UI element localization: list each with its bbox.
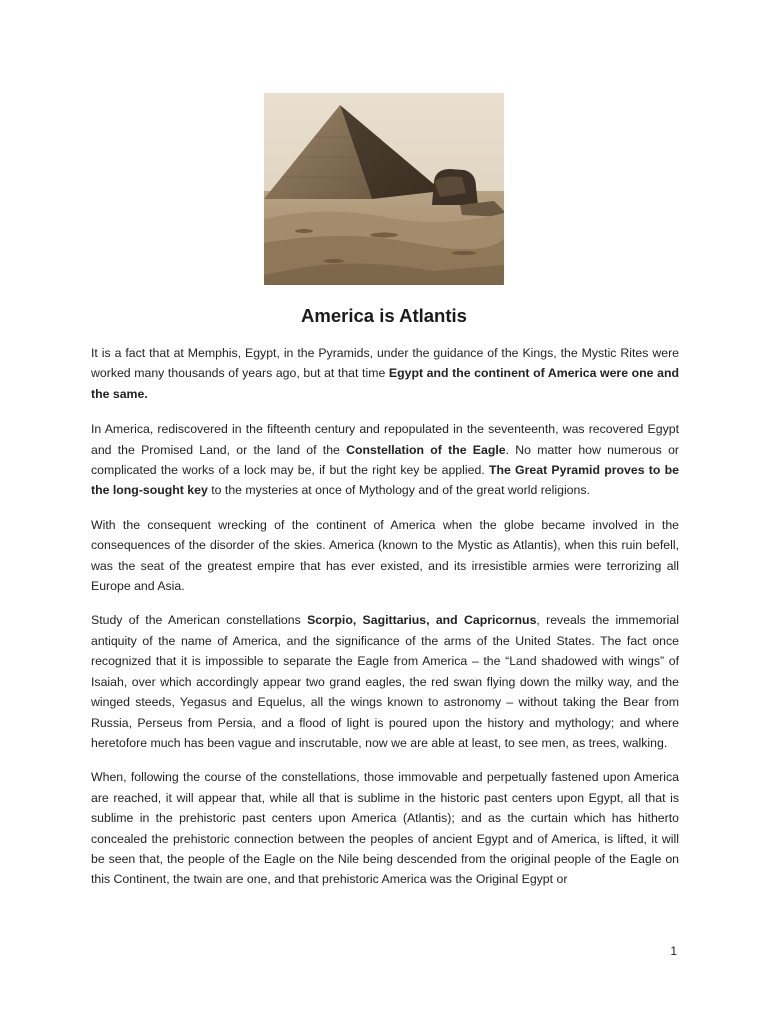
- text-run: Study of the American constellations: [91, 613, 308, 628]
- text-run: When, following the course of the constellations, those immovable and perpetually fastened upon America are reached, it will appear that, while all that is sublime in the historic past centers upon Egypt, all that is sublime in the prehistoric past centers upon America (Atlantis); and as the curtain which has hitherto concealed the prehistoric connection between the peoples of ancient Egypt and of America, is lifted, it will be seen that, the people of the Eagle on the Nile being descended from the original people of the Eagle on this Continent, the twain are one, and that prehistoric America was the Original Egypt or: [91, 770, 679, 887]
- text-run: In America, rediscovered in the fifteenth century and repopulated in the seventeenth, was recovered Egypt and the Promised Land, or the land of the: [91, 422, 679, 457]
- text-run: It is a fact that at Memphis, Egypt, in the Pyramids, under the guidance of the Kings, the Mystic Rites were worked many thousands of years ago, but at that time: [91, 346, 679, 381]
- paragraph: [91, 515, 679, 597]
- paragraph: [91, 767, 679, 889]
- photo-illustration: [264, 93, 504, 285]
- paragraph: [91, 343, 679, 404]
- bold-text: The Great Pyramid proves to be the long-sought key: [91, 463, 679, 498]
- text-run: to the mysteries at once of Mythology and of the great world religions.: [207, 483, 590, 498]
- text-run: , reveals the immemorial antiquity of the name of America, and the significance of the arms of the United States. The fact once recognized that it is impossible to separate the Eagle from America – the “Land shadowed with wings” of Isaiah, over which accordingly appear two grand eagles, the red swan flying down the milky way, and the winged steeds, Yegasus and Equelus, all the wings known to astronomy – without taking the Bear from Russia, Perseus from Persia, and a flood of light is poured upon the history and mythology; and where heretofore much has been vague and inscrutable, now we are able at least, to see men, as trees, walking.: [91, 613, 679, 750]
- bold-text: Scorpio, Sagittarius, and Capricornus: [307, 613, 537, 628]
- document-title: America is Atlantis: [301, 305, 467, 326]
- bold-text: Egypt and the continent of America were one and the same.: [91, 366, 679, 401]
- text-run: With the consequent wrecking of the continent of America when the globe became involved in the consequences of the disorder of the skies. America (known to the Mystic as Atlantis), when this ruin befell, was the seat of the greatest empire that has ever existed, and its irresistible armies were terrorizing all Europe and Asia.: [91, 517, 679, 594]
- document-body: [91, 343, 679, 904]
- bold-text: Constellation of the Eagle: [346, 442, 506, 457]
- text-run: . No matter how numerous or complicated the works of a lock may be, if but the right key be applied.: [91, 442, 679, 478]
- pyramid-sphinx-photo: [264, 93, 504, 285]
- paragraph: [91, 610, 679, 753]
- page-number: 1: [670, 944, 677, 958]
- paragraph: [91, 419, 679, 501]
